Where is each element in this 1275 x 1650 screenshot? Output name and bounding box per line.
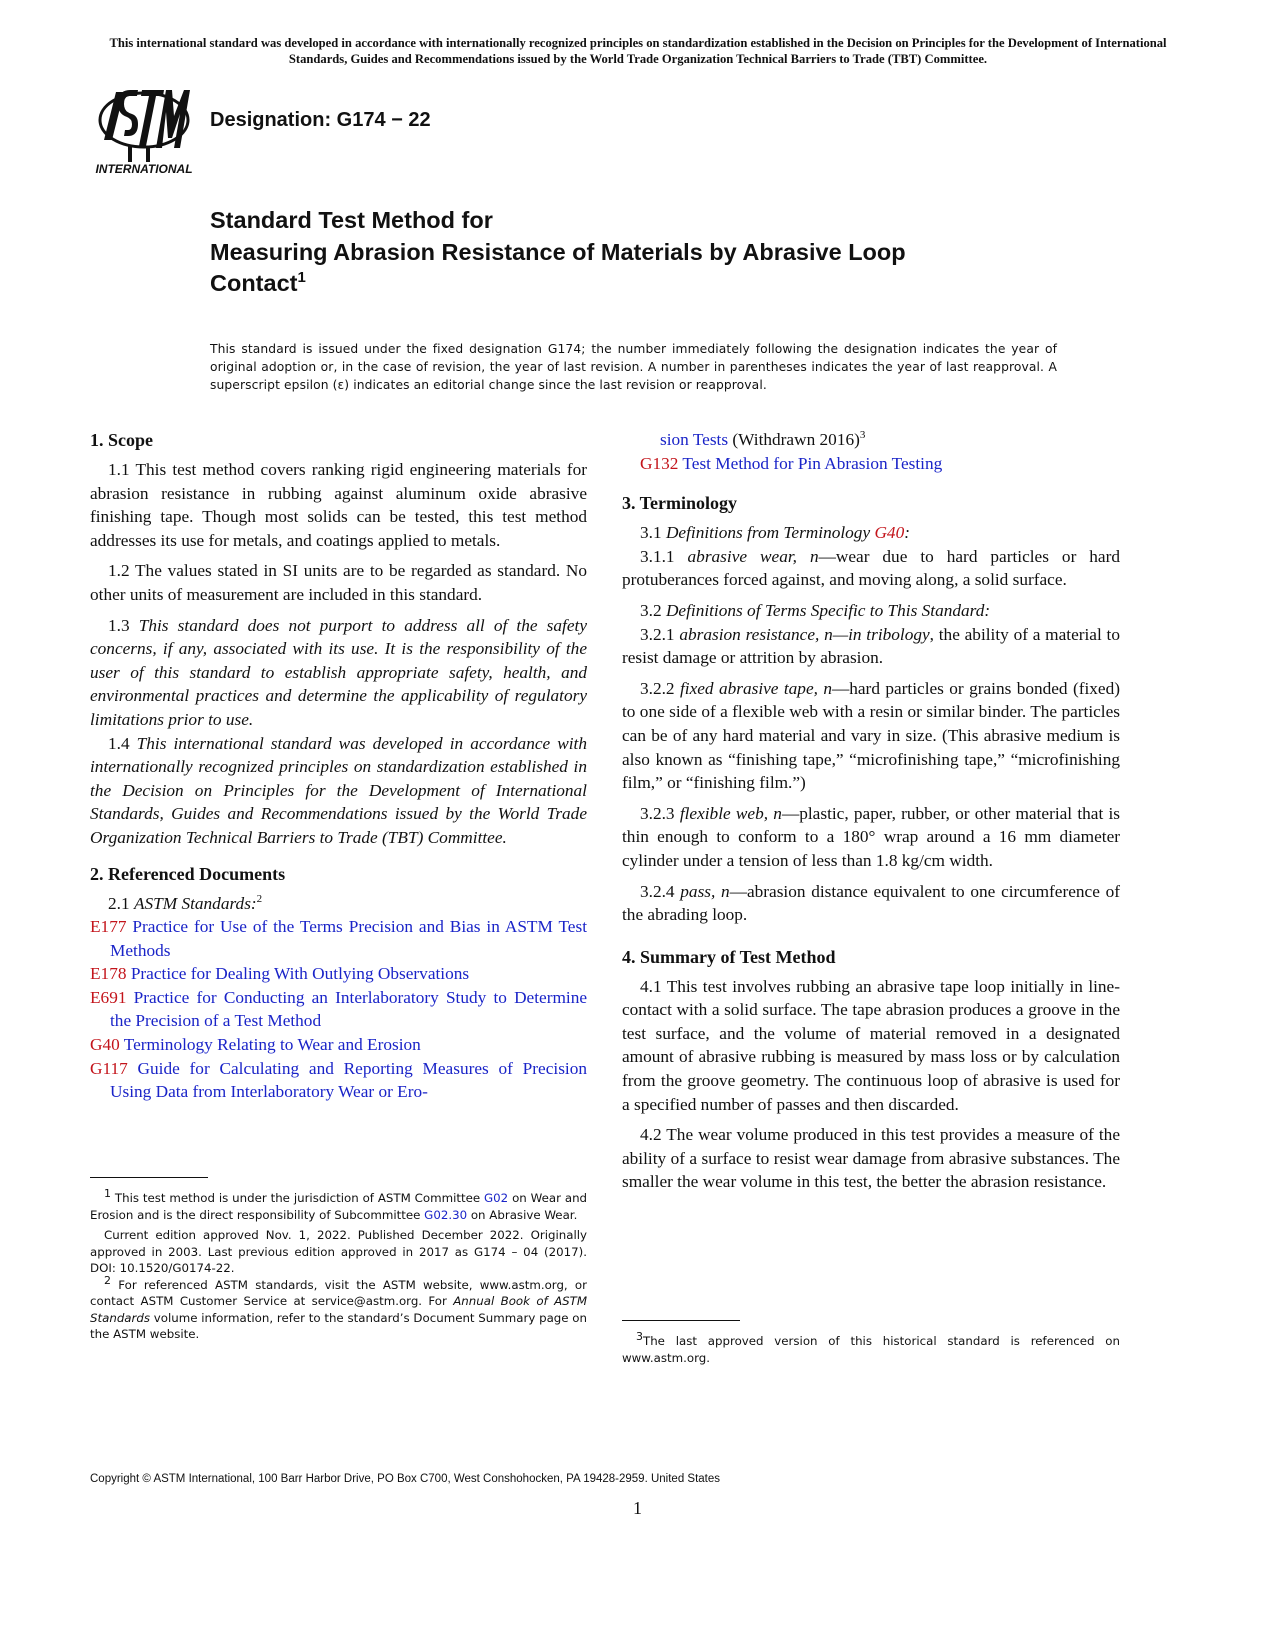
para-3-2: 3.2 Definitions of Terms Specific to This Standard: (640, 600, 991, 620)
reference-list (90, 915, 587, 1104)
reference-item[interactable]: E691 Practice for Conducting an Interlaboratory Study to Determine the Precision of a Test Method (90, 987, 587, 1031)
footnote-link-g0230[interactable]: G02.30 (424, 1207, 468, 1222)
right-column (622, 428, 1120, 1194)
footnote-link-g02[interactable]: G02 (484, 1191, 509, 1205)
reference-item-g132[interactable]: G132 Test Method for Pin Abrasion Testing (640, 453, 943, 473)
para-3-1: 3.1 Definitions from Terminology G40: (640, 523, 910, 543)
footnote-rule-left (90, 1177, 208, 1178)
title-line-2: Measuring Abrasion Resistance of Materials by Abrasive Loop Contact (210, 238, 906, 296)
logo-text: INTERNATIONAL (95, 162, 193, 176)
para-1-2: 1.2 The values stated in SI units are to be regarded as standard. No other units of measurement are included in this standard. (90, 561, 587, 604)
page-number: 1 (633, 1498, 642, 1518)
designation: Designation: G174 − 22 (210, 109, 431, 131)
reference-item[interactable]: G117 Guide for Calculating and Reporting Measures of Precision Using Data from Interlaboratory Wear or Ero- (90, 1058, 587, 1102)
title-line-1: Standard Test Method for (210, 207, 493, 233)
para-3-2-1: 3.2.1 abrasion resistance, n—in tribology, the ability of a material to resist damage or attrition by abrasion. (622, 624, 1120, 668)
para-1-1: 1.1 This test method covers ranking rigid engineering materials for abrasion resistance in rubbing against aluminum oxide abrasive finishing tape. Though most solids can be tested, this test method addresses its use for metals, and coatings applied to metals. (90, 460, 587, 550)
para-3-2-4: 3.2.4 pass, n—abrasion distance equivalent to one circumference of the abrading loop. (622, 881, 1120, 925)
para-1-4: 1.4 This international standard was developed in accordance with internationally recognized principles on standardization established in the Decision on Principles for the Development of International Standards, Guides and Recommendations issued by the World Trade Organization Technical Barriers to Trade (TBT) Committee. (90, 733, 587, 847)
footnote-2: $^2$ For referenced ASTM standards, visit the ASTM website, www.astm.org, or contact ASTM Customer Service at service@astm.org. For Annual Book of ASTM Standards volume information, refer to the standard’s Document Summary page on the ASTM website. (90, 1273, 588, 1341)
header-notice: This international standard was developed in accordance with internationally recognized principles on standardization established in the Decision on Principles for the Development of International Standards, Guides and Recommendations issued by the World Trade Organization Technical Barriers to Trade (TBT) Committee. (109, 36, 1167, 66)
reference-item[interactable]: E177 Practice for Use of the Terms Precision and Bias in ASTM Test Methods (90, 917, 587, 960)
para-3-1-1: 3.1.1 abrasive wear, n—wear due to hard particles or hard protuberances forced against, and moving along, a solid surface. (622, 546, 1120, 590)
astm-logo-icon (94, 86, 194, 176)
footnote-edition: Current edition approved Nov. 1, 2022. Published December 2022. Originally approved in 2003. Last previous edition approved in 2017 as G174 – 04 (2017). DOI: 10.1520/G0174-22. (90, 1228, 587, 1275)
copyright: Copyright © ASTM International, 100 Barr Harbor Drive, PO Box C700, West Conshohocken, PA 19428-2959. United States (90, 1473, 721, 1485)
refs-heading: 2. Referenced Documents (90, 863, 286, 884)
para-4-2: 4.2 The wear volume produced in this test provides a measure of the ability of a surface to resist wear damage from abrasive substances. The smaller the wear volume in this test, the better the abrasion resistance. (622, 1125, 1120, 1192)
reference-item[interactable]: G40 Terminology Relating to Wear and Erosion (90, 1035, 421, 1055)
para-1-3: 1.3 This standard does not purport to address all of the safety concerns, if any, associated with its use. It is the responsibility of the user of this standard to establish appropriate safety, health, and environmental practices and determine the applicability of regulatory limitations prior to use. (90, 615, 587, 729)
intro-paragraph: This standard is issued under the fixed designation G174; the number immediately following the designation indicates the year of original adoption or, in the case of revision, the year of last revision. A number in parentheses indicates the year of last reapproval. A superscript epsilon (ε) indicates an editorial change since the last revision or reapproval. (210, 342, 1057, 392)
footnotes-left (90, 1187, 588, 1343)
astm-logo (94, 86, 194, 176)
para-3-2-3: 3.2.3 flexible web, n—plastic, paper, rubber, or other material that is thin enough to conform to a 180° wrap around a 16 mm diameter cylinder under a tension of less than 1.8 kg/cm width. (622, 803, 1121, 870)
para-4-1: 4.1 This test involves rubbing an abrasive tape loop initially in line-contact with a solid surface. The tape abrasion produces a groove in the test surface, and the volume of material removed in a designated amount of abrasive rubbing is measured by mass loss or by calculation from the groove geometry. The continuous loop of abrasive is used for a specified number of passes and then discarded. (622, 976, 1120, 1114)
footnotes-right (622, 1330, 1120, 1366)
reference-continuation: sion Tests (Withdrawn 2016)$^3$ (660, 429, 866, 449)
para-3-2-2: 3.2.2 fixed abrasive tape, n—hard particles or grains bonded (fixed) to one side of a flexible web with a resin or similar binder. The particles can be of any hard material and vary in size. (This abrasive medium is also known as “finishing tape,” “microfinishing tape,” “microfinishing film,” or “finishing film.”) (622, 678, 1120, 793)
left-column (90, 428, 587, 1104)
para-2-1: 2.1 ASTM Standards:$^2$ (108, 892, 263, 913)
link-g40[interactable]: G40 (874, 523, 905, 543)
scope-heading: 1. Scope (90, 430, 153, 450)
reference-item[interactable]: E178 Practice for Dealing With Outlying Observations (90, 964, 470, 984)
footnote-3: $^3$The last approved version of this historical standard is referenced on www.astm.org. (622, 1330, 1120, 1365)
document-title (210, 205, 1030, 300)
summary-heading: 4. Summary of Test Method (622, 946, 836, 967)
terminology-heading: 3. Terminology (622, 493, 738, 514)
footnote-1: $^1$ This test method is under the jurisdiction of ASTM Committee G02 on Wear and Erosion and is the direct responsibility of Subcommittee G02.30 on Abrasive Wear. (90, 1187, 588, 1222)
title-footnote-mark: 1 (297, 269, 306, 287)
footnote-rule-right (622, 1320, 740, 1321)
